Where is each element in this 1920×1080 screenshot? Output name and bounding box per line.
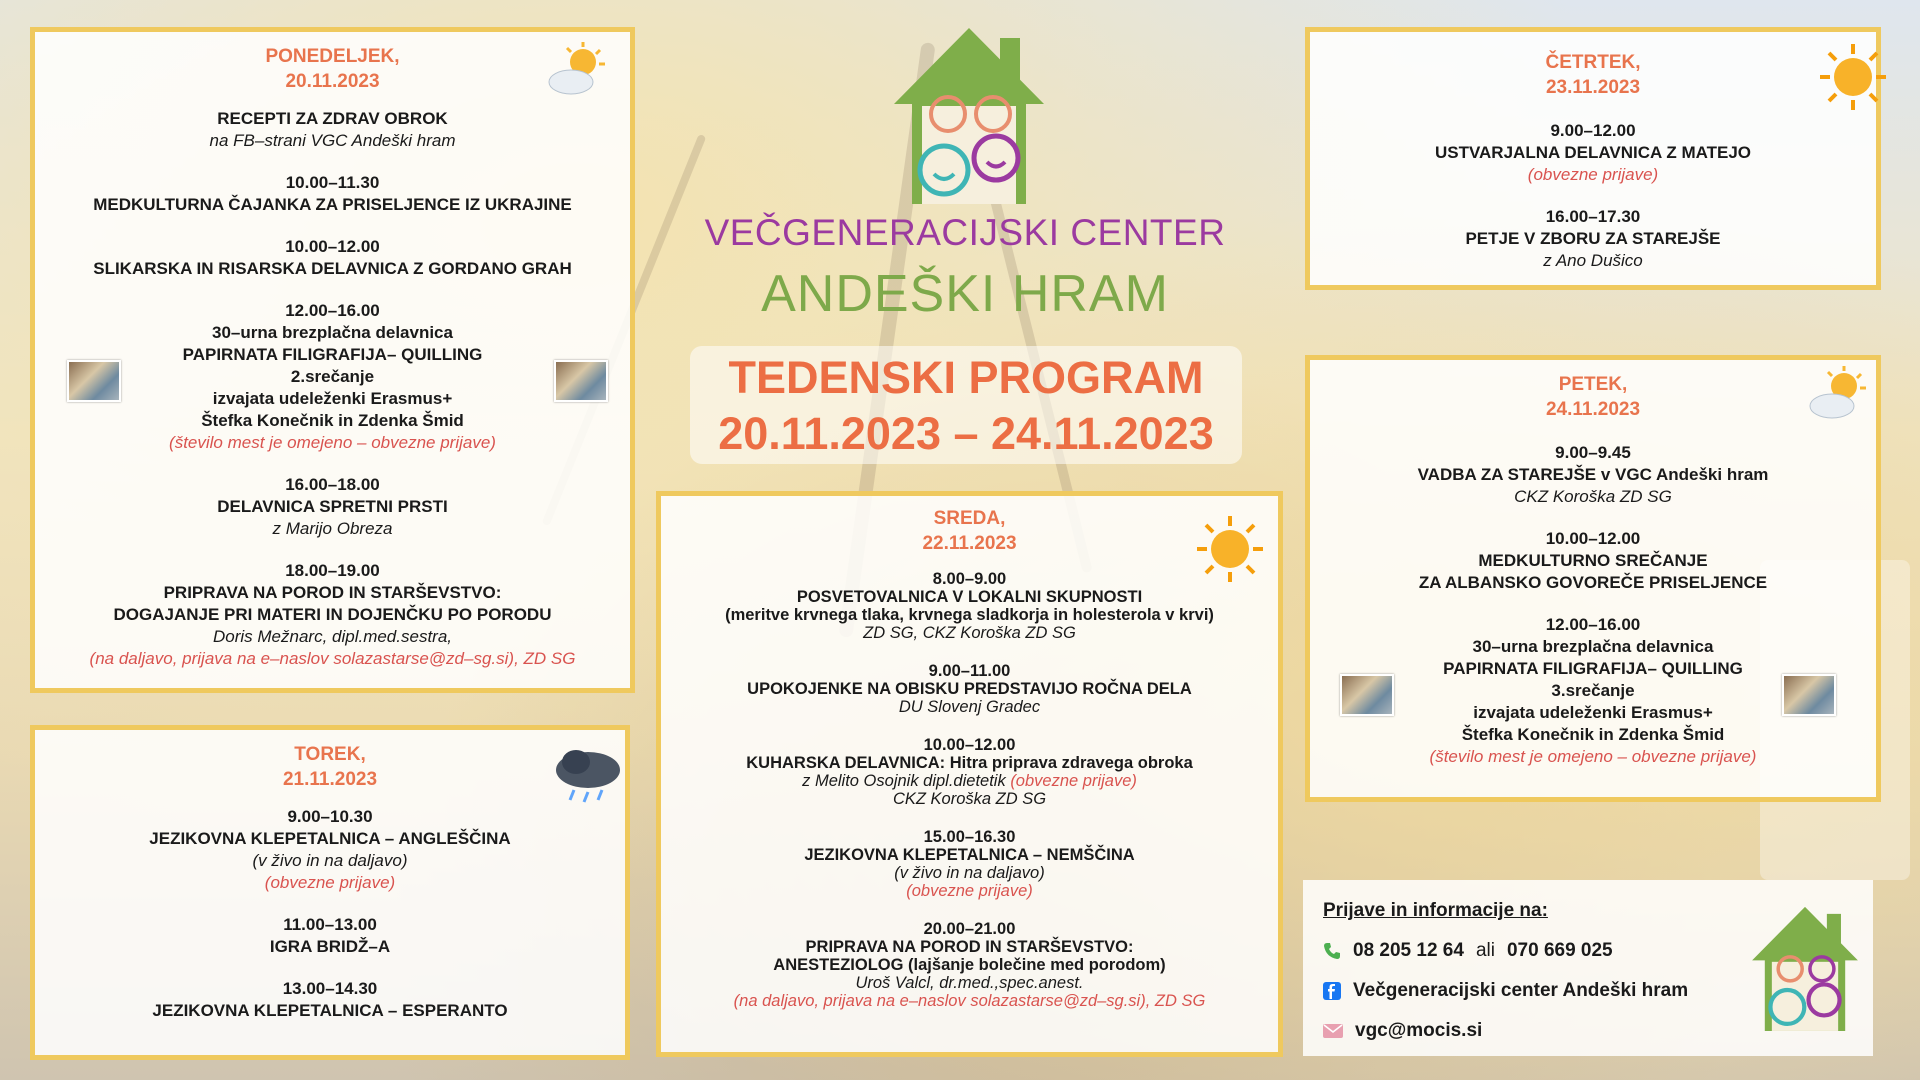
event-note: (v živo in na daljavo) — [894, 864, 1045, 882]
mail-icon — [1323, 1024, 1343, 1038]
phone-separator: ali — [1475, 940, 1495, 961]
thursday-event-1 — [1310, 120, 1876, 186]
event-line: ZA ALBANSKO GOVOREČE PRISELJENCE — [1418, 573, 1768, 592]
event-line: izvajata udeleženki Erasmus+ — [212, 389, 453, 408]
wednesday-event-3 — [661, 736, 1278, 808]
event-time: 13.00–14.30 — [282, 979, 378, 998]
friday-card — [1305, 355, 1881, 802]
tuesday-event-1 — [35, 806, 625, 894]
facebook-row — [1323, 980, 1688, 1002]
event-title: USTVARJALNA DELAVNICA Z MATEJO — [1434, 143, 1752, 162]
facebook-link[interactable]: Večgeneracijski center Andeški hram — [1353, 980, 1689, 1001]
thursday-card — [1305, 27, 1881, 290]
phone-1[interactable]: 08 205 12 64 — [1353, 940, 1464, 961]
email-row — [1323, 1020, 1482, 1042]
event-time: 8.00–9.00 — [932, 570, 1007, 588]
wednesday-event-4 — [661, 828, 1278, 900]
event-org: CKZ Koroška ZD SG — [892, 790, 1047, 808]
event-title: UPOKOJENKE NA OBISKU PREDSTAVIJO ROČNA DELA — [747, 680, 1192, 698]
event-title: KUHARSKA DELAVNICA: Hitra priprava zdravega obroka — [746, 754, 1193, 772]
wednesday-card — [656, 491, 1283, 1057]
thursday-event-2 — [1310, 206, 1876, 272]
event-time: 10.00–12.00 — [923, 736, 1016, 754]
logo-house-icon — [890, 24, 1048, 214]
event-line: MEDKULTURNO SREČANJE — [1478, 551, 1708, 570]
phone-row — [1323, 940, 1613, 962]
title-line1: TEDENSKI PROGRAM — [728, 352, 1204, 403]
monday-day: PONEDELJEK, — [265, 46, 400, 67]
title-line2: 20.11.2023 – 24.11.2023 — [718, 408, 1214, 459]
event-title: JEZIKOVNA KLEPETALNICA – ANGLEŠČINA — [149, 829, 511, 848]
wednesday-day: SREDA, — [933, 508, 1006, 529]
event-line: 30–urna brezplačna delavnica — [1472, 637, 1714, 656]
sun-cloud-icon — [545, 42, 611, 98]
tuesday-card — [30, 725, 630, 1060]
event-line: izvajata udeleženki Erasmus+ — [1473, 703, 1713, 722]
quilling-photo — [554, 360, 608, 402]
wednesday-event-2 — [661, 662, 1278, 716]
event-time: 10.00–11.30 — [285, 173, 380, 192]
event-line: PRIPRAVA NA POROD IN STARŠEVSTVO: — [805, 938, 1134, 956]
event-title: JEZIKOVNA KLEPETALNICA – NEMŠČINA — [804, 846, 1135, 864]
quilling-photo — [67, 360, 121, 402]
thursday-date: 23.11.2023 — [1545, 77, 1641, 98]
sun-icon — [1818, 42, 1888, 112]
friday-date: 24.11.2023 — [1545, 399, 1641, 420]
phone-icon — [1323, 942, 1341, 960]
event-note: (na daljavo, prijava na e–naslov solazastarse@zd–sg.si), ZD SG — [89, 649, 576, 668]
rain-cloud-icon — [550, 742, 626, 808]
logo-line1: VEČGENERACIJSKI CENTER — [704, 212, 1226, 253]
contact-box — [1303, 880, 1873, 1056]
monday-event-3 — [35, 236, 630, 280]
event-time: 16.00–17.30 — [1545, 207, 1641, 226]
facebook-icon — [1323, 982, 1341, 1000]
monday-card — [30, 27, 635, 693]
event-title: DELAVNICA SPRETNI PRSTI — [217, 497, 448, 516]
event-time: 16.00–18.00 — [285, 475, 380, 494]
event-line: 3.srečanje — [1551, 681, 1635, 700]
friday-event-3 — [1310, 614, 1876, 768]
event-line: Štefka Konečnik in Zdenka Šmid — [201, 411, 464, 430]
event-time: 12.00–16.00 — [1545, 615, 1641, 634]
event-note: (na daljavo, prijava na e–naslov solazastarse@zd–sg.si), ZD SG — [733, 992, 1206, 1010]
event-time: 18.00–19.00 — [285, 561, 380, 580]
monday-event-2 — [35, 172, 630, 216]
event-line: Štefka Konečnik in Zdenka Šmid — [1461, 725, 1725, 744]
event-title: SLIKARSKA IN RISARSKA DELAVNICA Z GORDANO GRAH — [93, 259, 572, 278]
sun-icon — [1195, 514, 1265, 584]
event-title: JEZIKOVNA KLEPETALNICA – ESPERANTO — [152, 1001, 508, 1020]
wednesday-event-5 — [661, 920, 1278, 1010]
event-time: 10.00–12.00 — [1545, 529, 1641, 548]
event-note: (obvezne prijave) — [1527, 165, 1659, 184]
event-note: (obvezne prijave) — [264, 873, 396, 892]
monday-event-4 — [35, 300, 630, 454]
event-note: (v živo in na daljavo) — [252, 851, 408, 870]
event-time: 15.00–16.30 — [923, 828, 1016, 846]
email-link[interactable]: vgc@mocis.si — [1355, 1020, 1483, 1041]
thursday-day: ČETRTEK, — [1545, 52, 1641, 73]
monday-event-6 — [35, 560, 630, 670]
event-title: IGRA BRIDŽ–A — [269, 937, 391, 956]
phone-2[interactable]: 070 669 025 — [1506, 940, 1613, 961]
event-line: ANESTEZIOLOG (lajšanje bolečine med porodom) — [773, 956, 1166, 974]
event-line: (meritve krvnega tlaka, krvnega sladkorja in holesterola v krvi) — [725, 606, 1214, 624]
tuesday-event-3 — [35, 978, 625, 1022]
event-note: z Ano Dušico — [1543, 251, 1643, 270]
event-person: Uroš Valcl, dr.med.,spec.anest. — [855, 974, 1084, 992]
event-time: 11.00–13.00 — [283, 915, 377, 934]
event-time: 10.00–12.00 — [285, 237, 380, 256]
event-time: 9.00–12.00 — [1550, 121, 1636, 140]
quilling-photo — [1782, 674, 1836, 716]
event-org: CKZ Koroška ZD SG — [1514, 487, 1672, 506]
event-title: PETJE V ZBORU ZA STAREJŠE — [1465, 229, 1721, 248]
event-person: Doris Mežnarc, dipl.med.sestra, — [212, 627, 453, 646]
wednesday-date: 22.11.2023 — [922, 533, 1017, 554]
event-note: na FB–strani VGC Andeški hram — [209, 131, 456, 150]
event-line: POSVETOVALNICA V LOKALNI SKUPNOSTI — [796, 588, 1143, 606]
sun-cloud-icon — [1806, 366, 1872, 422]
tuesday-day: TOREK, — [294, 744, 366, 765]
event-time: 12.00–16.00 — [285, 301, 380, 320]
monday-date: 20.11.2023 — [285, 71, 380, 92]
friday-day: PETEK, — [1558, 374, 1628, 395]
logo-line2: ANDEŠKI HRAM — [761, 265, 1169, 323]
event-time: 9.00–10.30 — [287, 807, 373, 826]
wednesday-event-1 — [661, 570, 1278, 642]
event-title: MEDKULTURNA ČAJANKA ZA PRISELJENCE IZ UKRAJINE — [93, 195, 572, 214]
event-line: PRIPRAVA NA POROD IN STARŠEVSTVO: — [163, 583, 502, 602]
event-title: RECEPTI ZA ZDRAV OBROK — [217, 109, 448, 128]
friday-event-2 — [1310, 528, 1876, 594]
event-time: 9.00–9.45 — [1555, 443, 1631, 462]
event-org: DU Slovenj Gradec — [898, 698, 1041, 716]
logo-house-small-icon — [1749, 904, 1861, 1038]
tuesday-date: 21.11.2023 — [282, 769, 378, 790]
event-org: ZD SG, CKZ Koroška ZD SG — [863, 624, 1076, 642]
event-note: (obvezne prijave) — [906, 882, 1033, 900]
event-line: PAPIRNATA FILIGRAFIJA– QUILLING — [1443, 659, 1743, 678]
quilling-photo — [1340, 674, 1394, 716]
friday-event-1 — [1310, 442, 1876, 508]
event-title: VADBA ZA STAREJŠE v VGC Andeški hram — [1417, 465, 1769, 484]
event-note: (število mest je omejeno – obvezne prijave) — [169, 433, 496, 452]
weekly-title — [690, 346, 1242, 464]
event-line: 2.srečanje — [290, 367, 375, 386]
event-line: PAPIRNATA FILIGRAFIJA– QUILLING — [182, 345, 483, 364]
event-person: z Melito Osojnik dipl.dietetik — [802, 772, 1006, 790]
event-note: (število mest je omejeno – obvezne prijave) — [1429, 747, 1757, 766]
monday-event-5 — [35, 474, 630, 540]
event-time: 20.00–21.00 — [923, 920, 1016, 938]
contact-heading: Prijave in informacije na: — [1323, 900, 1548, 921]
tuesday-event-2 — [35, 914, 625, 958]
event-note: (obvezne prijave) — [1010, 772, 1137, 790]
event-time: 9.00–11.00 — [928, 662, 1011, 680]
monday-event-1 — [35, 108, 630, 152]
event-line: DOGAJANJE PRI MATERI IN DOJENČKU PO PORODU — [113, 605, 552, 624]
event-line: 30–urna brezplačna delavnica — [212, 323, 453, 342]
event-note: z Marijo Obreza — [272, 519, 393, 538]
